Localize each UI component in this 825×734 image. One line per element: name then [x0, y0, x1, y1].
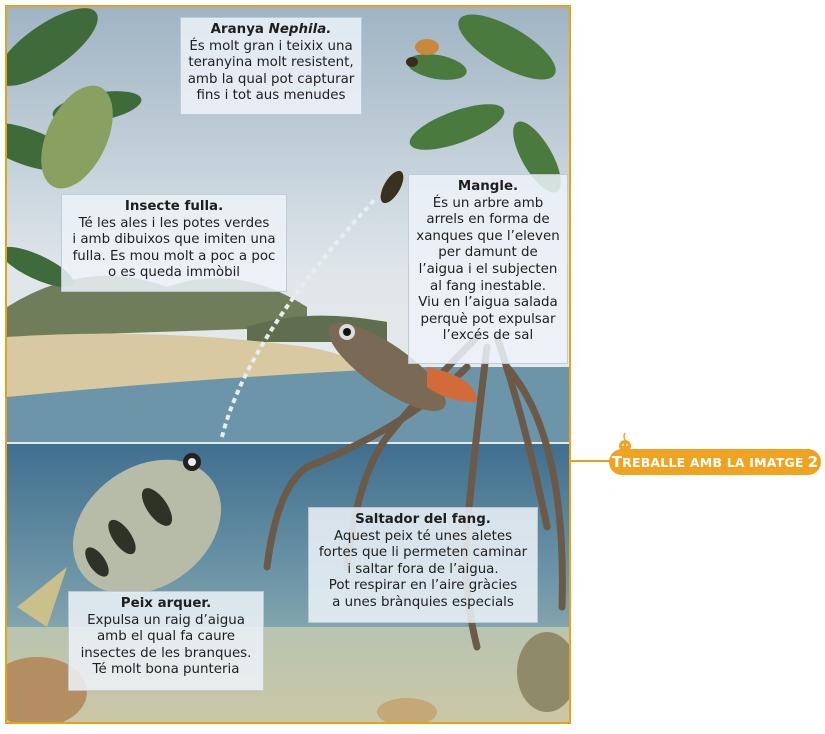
label-insecte-body: Té les ales i les potes verdes i amb dibuixos que imiten una fulla. Es mou molt a poc a poc o es queda immòbil — [72, 215, 276, 281]
label-aranya-nephila — [180, 17, 362, 115]
label-insecte-fulla — [61, 194, 287, 292]
aranya-title-italic: Nephila. — [268, 22, 332, 37]
label-aranya-title — [187, 22, 355, 39]
label-saltador-title: Saltador del fang. — [355, 512, 491, 527]
label-mangle — [408, 174, 568, 364]
label-peix-title: Peix arquer. — [120, 596, 212, 611]
mangrove-illustration — [5, 5, 571, 724]
label-saltador-body: Aquest peix té unes aletes fortes que li permeten caminar i saltar fora de l’aigua. Pot respirar en l’aire gràcies a unes brànquies especials — [318, 528, 528, 610]
worksheet-tab-text: REBALLE AMB LA IMATGE — [622, 454, 804, 470]
worksheet-connector-line — [571, 460, 611, 462]
label-saltador-fang — [308, 507, 538, 623]
aranya-title-plain: Aranya — [210, 22, 269, 37]
worksheet-tab-treballe-amb-la-imatge[interactable] — [609, 449, 821, 475]
label-aranya-body: És molt gran i teixix una teranyina molt resistent, amb la qual pot capturar fins i tot aus menudes — [187, 38, 355, 104]
label-peix-arquer — [68, 591, 264, 691]
label-mangle-title: Mangle. — [457, 179, 519, 194]
label-insecte-title: Insecte fulla. — [124, 199, 224, 214]
label-mangle-body: És un arbre amb arrels en forma de xanques que l’eleven per damunt de l’aigua i el subjecten al fang inestable. Viu en l’aigua salada perquè pot expulsar l’excés de sal — [416, 195, 560, 344]
worksheet-tab-first-letter: T — [611, 453, 623, 471]
worksheet-tab-number: 2 — [807, 453, 819, 471]
label-peix-body: Expulsa un raig d’aigua amb el qual fa caure insectes de les branques. Té molt bona punteria — [80, 612, 252, 678]
